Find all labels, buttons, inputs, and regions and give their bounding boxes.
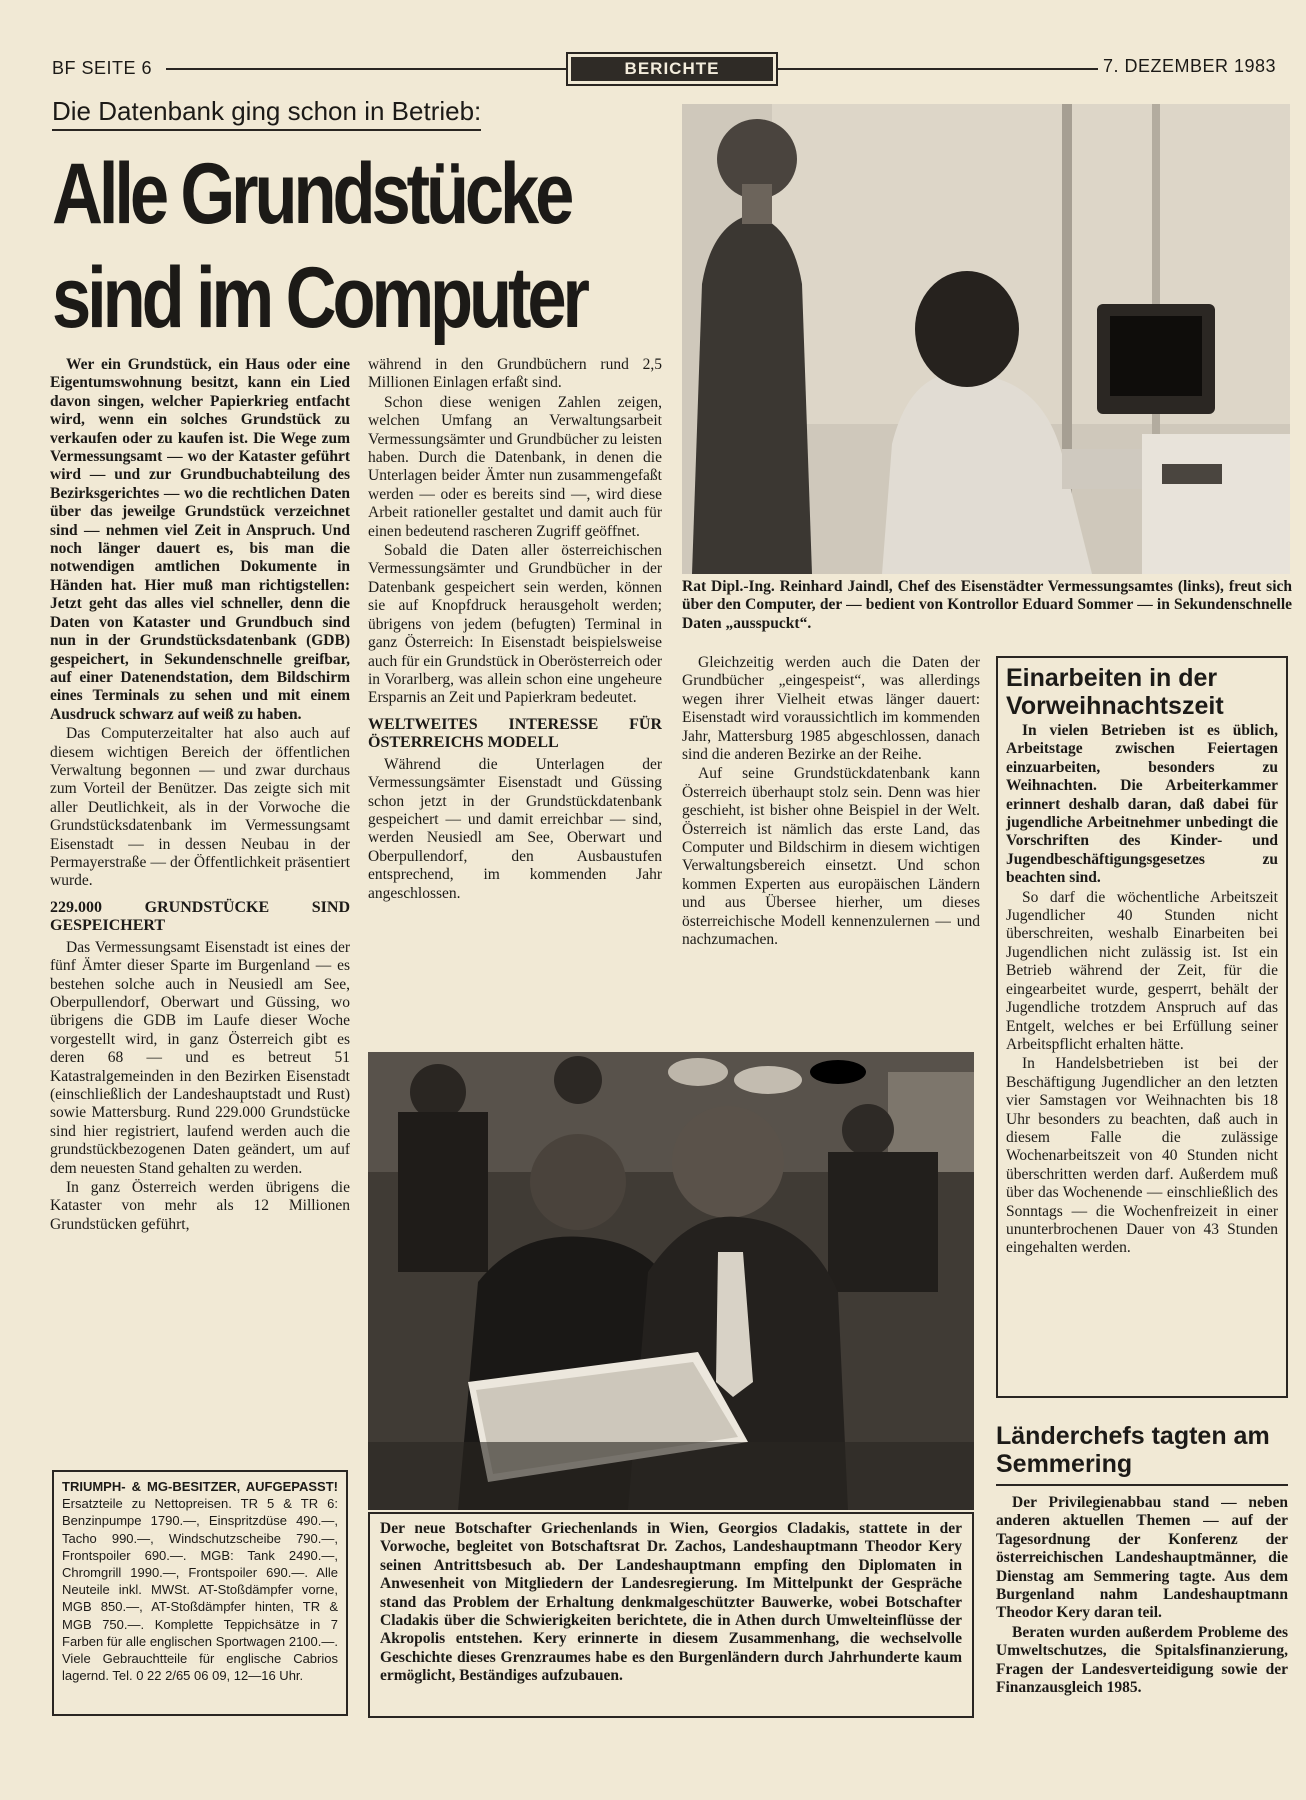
- article-column-2: [368, 356, 662, 1036]
- article-paragraph: Gleichzeitig werden auch die Daten der Grundbücher „eingespeist“, was allerdings wegen ihrer Vielheit etwas länger dauert: Eisenstadt wird voraussichtlich im kommenden Jahr, Mattersburg 1985 abgeschlossen, danach sind die anderen Bezirke an der Reihe.: [682, 654, 980, 764]
- news-brief-title: Länderchefs tagten am Semmering: [996, 1422, 1270, 1478]
- article-subhead: WELTWEITES INTERESSE FÜR ÖSTERREICHS MODELL: [368, 715, 662, 751]
- article-paragraph: während in den Grundbüchern rund 2,5 Millionen Einlagen erfaßt sind.: [368, 356, 662, 392]
- issue-date: 7. DEZEMBER 1983: [1103, 56, 1277, 76]
- sidebar-box-paragraph: So darf die wöchentliche Arbeitszeit Jugendlicher 40 Stunden nicht überschreiten, weshalb Einarbeiten bei Jugendlichen nicht zulässig ist. Ist ein Betrieb während der Zeit, für die eingearbeitet wurde, gesperrt, behält der Jugendliche trotzdem Anspruch auf das Entgelt, welches er bei Erfüllung seiner Arbeitspflicht erhalten hätte.: [1006, 888, 1278, 1053]
- sidebar-box-lead: In vielen Betrieben ist es üblich, Arbeitstage zwischen Feiertagen einzuarbeiten, besonders zu Weihnachten. Die Arbeiterkammer erinnert deshalb daran, daß dabei für jugendliche Arbeitnehmer unbedingt die Vorschriften des Kinder- und Jugendbeschäftigungsgesetzes zu beachten sind.: [1006, 722, 1278, 887]
- section-label: [566, 52, 778, 86]
- article-paragraph: Sobald die Daten aller österreichischen Vermessungsämter und Grundbücher in der Datenbank gespeichert sein werden, können sie auf Knopfdruck herausgeholt werden; übrigens von jedem (befugten) Terminal in ganz Österreich: In Eisenstadt beispielsweise auch für ein Grundstück in Oberösterreich oder in Vorarlberg, was allein schon eine ungeheure Ersparnis an Zeit und Papierkram bedeutet.: [368, 542, 662, 707]
- photo-ambassador-image: [368, 1052, 974, 1510]
- article-kicker: Die Datenbank ging schon in Betrieb:: [52, 96, 481, 131]
- sidebar-box-body: [1006, 722, 1278, 1258]
- article-subhead: 229.000 GRUNDSTÜCKE SIND GESPEICHERT: [50, 898, 350, 934]
- article-paragraph: Auf seine Grundstückdatenbank kann Österreich überhaupt stolz sein. Denn was hier geschieht, ist bisher ohne Beispiel in der Welt. Österreich ist nämlich das erste Land, das Computer und Bildschirm in diesem wichtigen Verwaltungsbereich einsetzt. Und schon kommen Experten aus europäischen Ländern und aus Übersee hierher, um dieses österreichische Modell kennenzulernen — und nachzumachen.: [682, 765, 980, 949]
- article-column-3: [682, 654, 980, 1034]
- header-rule-right: [778, 68, 1098, 70]
- news-brief-lead: Der Privilegienabbau stand — neben anderen aktuellen Themen — auf der Tagesordnung der Konferenz der österreichischen Landeshauptmänner, die Dienstag am Semmering tagte. Aus dem Burgenland nahm Landeshauptmann Theodor Kery daran teil.: [996, 1494, 1288, 1622]
- article-column-1: [50, 356, 350, 1458]
- photo-computer-terminal-image: [682, 104, 1290, 574]
- header-rule-left: [166, 68, 566, 70]
- news-brief-body: [996, 1494, 1288, 1724]
- article-lead: Wer ein Grundstück, ein Haus oder eine Eigentumswohnung besitzt, kann ein Lied davon singen, welcher Papierkrieg entfacht wird, wenn ein solches Grundstück zu verkaufen oder zu kaufen ist. Die Wege zum Vermessungsamt — wo der Kataster geführt wird — und zur Grundbuchabteilung des Bezirksgerichtes — wo die rechtlichen Daten über das jeweilge Grundstück verzeichnet sind — nehmen viel Zeit in Anspruch. Und noch länger dauert es, bis man die notwendigen amtlichen Dokumente in Händen hat. Hier muß man richtigstellen: Jetzt geht das alles viel schneller, denn die Daten von Kataster und Grundbuch sind nun in der Grundstücksdatenbank (GDB) gespeichert, in Sekundenschnelle greifbar, auf einer Datenendstation, dem Bildschirm eines Terminals zu sehen und mit einem Ausdruck schwarz auf weiß zu haben.: [50, 356, 350, 723]
- ad-title: TRIUMPH- & MG-BESITZER, AUFGEPASST!: [62, 1479, 338, 1494]
- article-paragraph: Das Vermessungsamt Eisenstadt ist eines der fünf Ämter dieser Sparte im Burgenland — es bestehen solche auch in Neusiedl am See, Oberpullendorf, Oberwart und Güssing, wo übrigens die GDB im Laufe dieser Woche vorgestellt wird, in ganz Österreich gibt es deren 68 — und es betreut 51 Katastralgemeinden in den Bezirken Eisenstadt (einschließlich der Landeshauptstadt und Rust) sowie Mattersburg. Rund 229.000 Grundstücke sind hier registriert, laufend werden auch die grundstückbezogenen Daten geändert, um auf dem neuesten Stand gehalten zu werden.: [50, 938, 350, 1177]
- sidebar-box-paragraph: In Handelsbetrieben ist bei der Beschäftigung Jugendlicher an den letzten vier Samstagen vor Weihnachten bis 18 Uhr besonders zu beachten, daß auch in diesem Falle die zulässige Wochenarbeitszeit von 40 Stunden nicht überschritten werden darf. Außerdem muß über das Wochenende — einschließlich des Sonntags — die Wochenfreizeit in einer ununterbrochenen Dauer von 43 Stunden eingehalten werden.: [1006, 1055, 1278, 1257]
- article-paragraph: Das Computerzeitalter hat also auch auf diesem wichtigen Bereich der öffentlichen Verwaltung begonnen — und zwar durchaus zum Vorteil der Benützer. Das zeigte sich mit aller Deutlichkeit, als in der Vorwoche die Grundstücksdatenbank im Vermessungsamt Eisenstadt — in dessen Neubau in der Permayerstraße — der Öffentlichkeit präsentiert wurde.: [50, 725, 350, 890]
- page-number: BF SEITE 6: [52, 58, 153, 78]
- classified-ad-triumph-mg: [52, 1470, 348, 1716]
- news-brief-rule: [996, 1484, 1288, 1486]
- article-headline-line1: Alle Grundstücke: [52, 146, 571, 242]
- photo-computer-terminal: [682, 104, 1290, 574]
- news-brief-paragraph: Beraten wurden außerdem Probleme des Umweltschutzes, die Spitalsfinanzierung, Fragen der Landesverteidigung sowie der Finanzausgleich 1985.: [996, 1623, 1288, 1697]
- article-paragraph: In ganz Österreich werden übrigens die Kataster von mehr als 12 Millionen Grundstücken geführt,: [50, 1179, 350, 1233]
- article-headline-line2: sind im Computer: [52, 250, 586, 346]
- article-paragraph: Während die Unterlagen der Vermessungsämter Eisenstadt und Güssing schon jetzt in der Grundstückdatenbank gespeichert — und damit erreichbar — sind, werden Neusiedl am See, Oberwart und Oberpullendorf, den Ausbaustufen entsprechend, im kommenden Jahr angeschlossen.: [368, 755, 662, 902]
- sidebar-box-vorweihnachtszeit: [996, 656, 1288, 1398]
- ad-body: Ersatzteile zu Nettopreisen. TR 5 & TR 6: Benzinpumpe 1790.—, Einspritzdüse 490.—, Tacho 990.—, Windschutzscheibe 790.—, Frontspoiler 690.—. MGB: Tank 2490.—, Chromgrill 1990.—, Frontspoiler 690.—. Alle Neuteile inkl. MWSt. AT-Stoßdämpfer vorne, MGB 850.—, AT-Stoßdämpfer hinten, TR & MGB 750.—. Komplette Teppichsätze in 7 Farben für alle englischen Sportwagen 2100.—. Viele Gebrauchtteile für englische Cabrios lagernd. Tel. 0 22 2/65 06 09, 12—16 Uhr.: [62, 1496, 338, 1684]
- sidebar-box-title: Einarbeiten in der Vorweihnachtszeit: [1006, 664, 1224, 720]
- article-paragraph: Schon diese wenigen Zahlen zeigen, welchen Umfang an Verwaltungsarbeit Vermessungsämter und Grundbücher zu leisten haben. Durch die Datenbank, in denen die Unterlagen beider Ämter nun zusammengefaßt werden — oder es bereits sind —, wird diese Arbeit rationeller gestaltet und damit auch für einen bedeutend rascheren Zugriff geöffnet.: [368, 393, 662, 540]
- photo-ambassador-visit: [368, 1052, 974, 1510]
- photo-ambassador-caption-box: [368, 1512, 974, 1718]
- photo-ambassador-caption: Der neue Botschafter Griechenlands in Wien, Georgios Cladakis, stattete in der Vorwoche, begleitet von Botschaftsrat Dr. Zachos, Landeshauptmann Theodor Kery seinen Antrittsbesuch ab. Der Landeshauptmann empfing den Diplomaten in Anwesenheit von Mitgliedern der Landesregierung. Im Mittelpunkt der Gespräche stand das Problem der Erhaltung denkmalgeschützter Bauwerke, wobei Botschafter Cladakis über die Schwierigkeiten berichtete, die in Athen durch Umwelteinflüsse der Akropolis entstehen. Kery erinnerte in diesem Zusammenhang, die wechselvolle Geschichte dieses Grenzraumes habe es den Burgenländern durch Jahrhunderte kaum ermöglicht, Beständiges aufzubauen.: [380, 1520, 962, 1685]
- section-label-text: BERICHTE: [571, 57, 773, 81]
- photo-computer-caption: Rat Dipl.-Ing. Reinhard Jaindl, Chef des Eisenstädter Vermessungsamtes (links), freut sich über den Computer, der — bedient von Kontrollor Eduard Sommer — in Sekundenschnelle Daten „ausspuckt“.: [682, 578, 1292, 632]
